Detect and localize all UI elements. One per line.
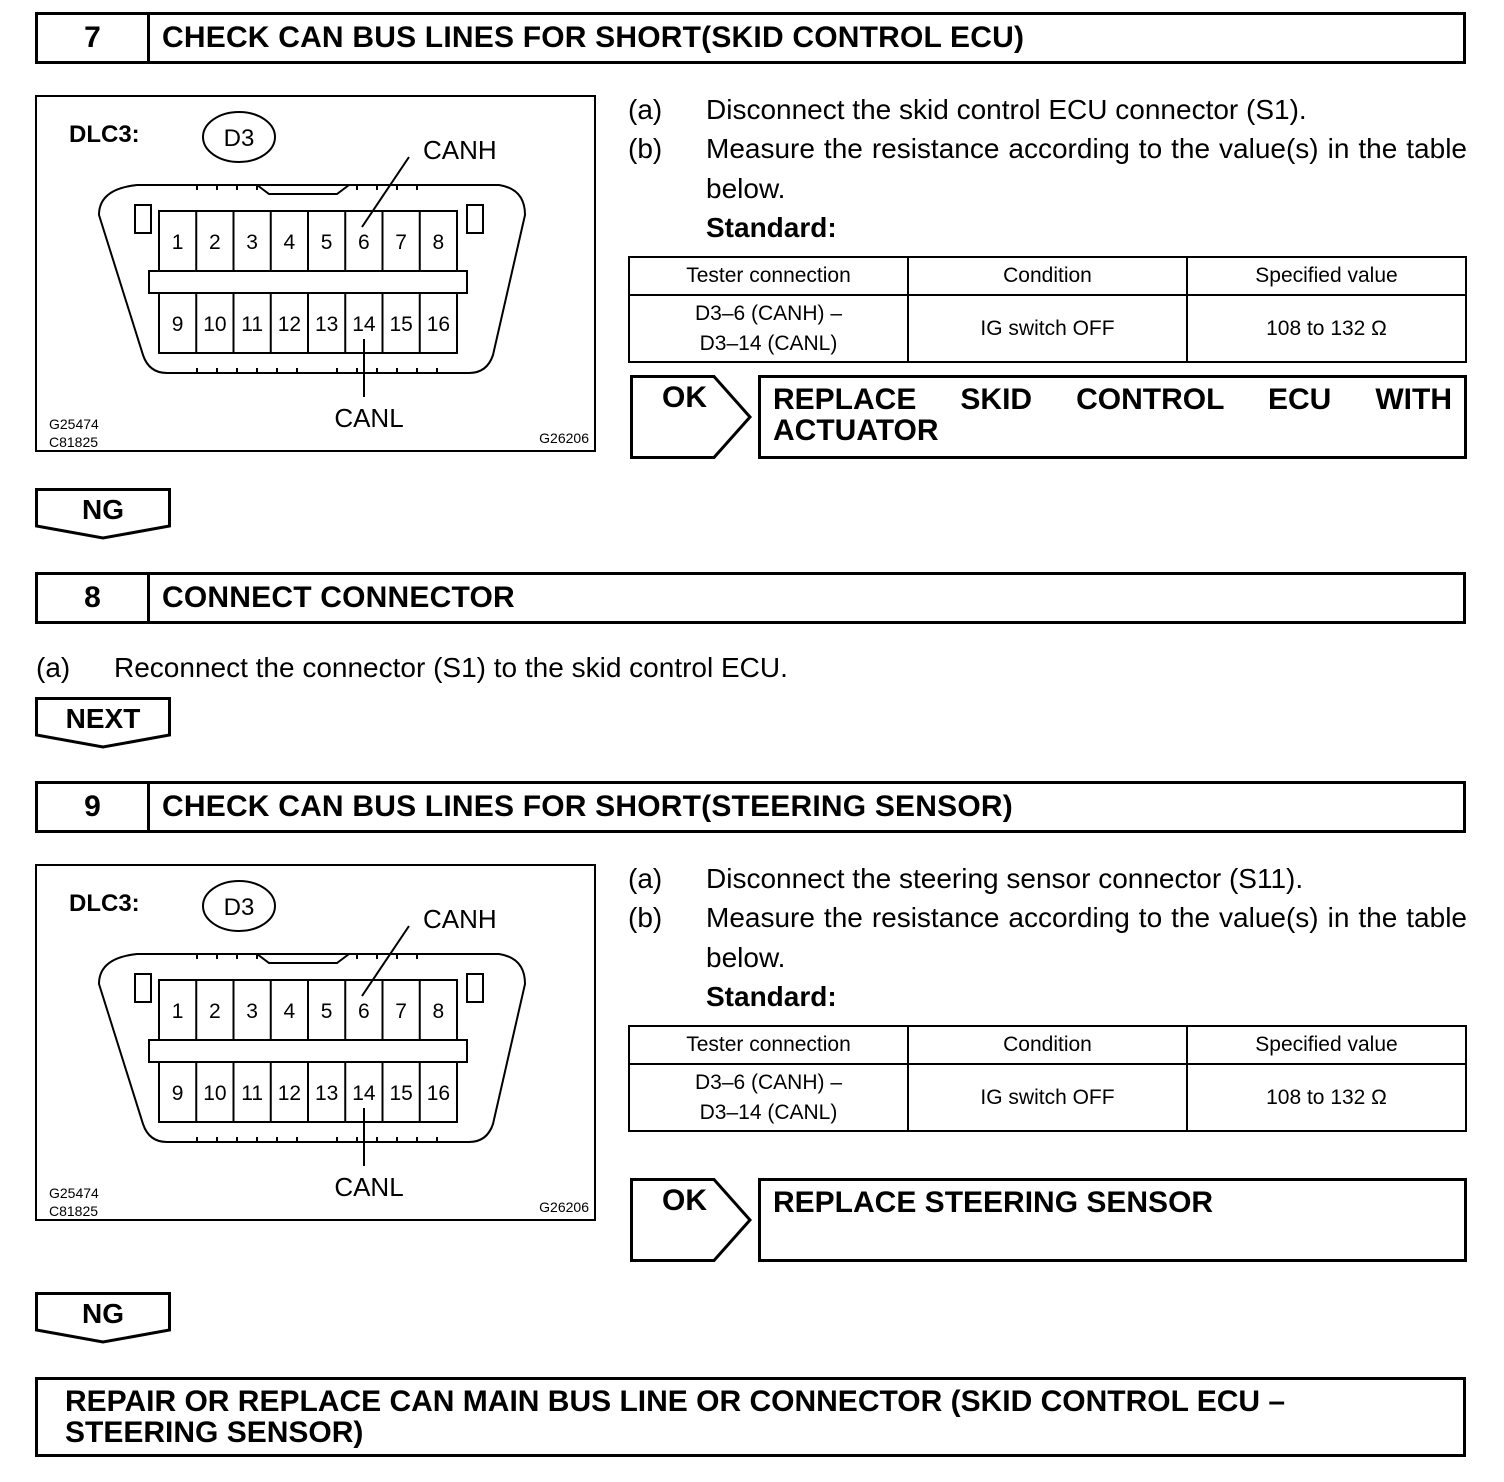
pin-number: 10 [203,313,227,336]
final-action-box: REPAIR OR REPLACE CAN MAIN BUS LINE OR CONNECTOR (SKID CONTROL ECU – STEERING SENSOR) [35,1377,1466,1457]
canl-label: CANL [334,1172,404,1202]
pin-number: 7 [395,1000,407,1023]
pin-number: 16 [426,313,451,336]
pin-number: 5 [320,1000,333,1023]
table-header: Tester connection [629,1026,908,1064]
step-title: CONNECT CONNECTOR [162,581,515,614]
center-bar [149,271,467,293]
left-latch [135,205,151,233]
pin-number: 15 [389,1082,413,1105]
instruction-text: Disconnect the steering sensor connector (S11). [706,863,1304,894]
canh-leader-line [362,926,409,996]
pin-number: 9 [171,313,184,336]
step-7-ok-branch [630,375,1467,459]
connector-tag: D3 [223,125,255,152]
step-number: 7 [38,15,150,61]
right-latch [467,205,483,233]
step-8-instructions [36,648,1036,690]
figure-ref-3: G26206 [539,1199,589,1215]
pin-number: 9 [171,1082,184,1105]
step-9-ok-branch [630,1178,1467,1262]
left-latch [135,974,151,1002]
ok-label: OK [662,381,707,414]
table-cell-connection [629,295,908,362]
pin-number: 13 [314,1082,339,1105]
figure-ref-2: C81825 [49,434,99,450]
ok-result: REPLACE SKID CONTROL ECU WITH ACTUATOR [758,375,1467,459]
pin-number: 14 [352,313,376,336]
instruction-text: Reconnect the connector (S1) to the skid control ECU. [114,652,788,683]
ng-label: NG [82,1298,124,1329]
pin-number: 4 [283,231,296,254]
table-row [629,1064,1466,1131]
canh-label: CANH [423,135,497,165]
table-cell-value: 108 to 132 Ω [1187,295,1466,362]
figure-ref-3: G26206 [539,430,589,446]
step-7-instructions [628,90,1467,250]
connector-tag: D3 [223,894,255,921]
connection-line-1: D3–6 (CANH) – [694,1070,843,1094]
figure-ref-1: G25474 [49,416,99,432]
instruction-label: (b) [628,902,663,933]
standard-label: Standard: [706,981,837,1012]
pin-number: 12 [277,1082,302,1105]
center-bar [149,1040,467,1062]
table-cell-connection [629,1064,908,1131]
connection-line-2: D3–14 (CANL) [699,1100,838,1124]
step-8-next-tag [35,697,171,749]
step-title: CHECK CAN BUS LINES FOR SHORT(STEERING SENSOR) [162,790,1013,823]
instruction-text: Measure the resistance according to the value(s) in the table below. [706,133,1467,204]
table-row [629,295,1466,362]
step-9-spec-table [628,1025,1467,1132]
instruction-text: Measure the resistance according to the value(s) in the table below. [706,902,1467,973]
dlc3-connector-diagram [37,97,598,454]
connector-housing [99,185,525,373]
instruction-label: (b) [628,133,663,164]
connection-line-2: D3–14 (CANL) [699,331,838,355]
pin-number: 14 [352,1082,376,1105]
pin-number: 3 [246,1000,258,1023]
pin-number: 13 [314,313,339,336]
top-pins [172,980,444,1040]
pin-number: 4 [283,1000,296,1023]
standard-label: Standard: [706,212,837,243]
connector-housing [99,954,525,1142]
dlc3-connector-diagram [37,866,598,1223]
step-title: CHECK CAN BUS LINES FOR SHORT(SKID CONTROL ECU) [162,21,1025,54]
pin-number: 6 [358,231,370,254]
pin-number: 2 [209,1000,221,1023]
pin-number: 12 [277,313,302,336]
table-cell-value: 108 to 132 Ω [1187,1064,1466,1131]
table-header: Specified value [1187,1026,1466,1064]
ok-result: REPLACE STEERING SENSOR [758,1178,1467,1262]
pin-number: 11 [241,313,264,336]
next-label: NEXT [65,703,141,734]
pin-number: 7 [395,231,407,254]
step-8-header [35,572,1466,624]
pin-number: 8 [432,231,445,254]
pin-number: 1 [171,1000,184,1023]
canl-label: CANL [334,403,404,433]
dlc3-connector-figure [35,864,596,1221]
instruction-label: (a) [628,94,663,125]
bottom-pins [172,1062,450,1122]
figure-ref-2: C81825 [49,1203,99,1219]
table-cell-condition: IG switch OFF [908,295,1187,362]
pin-number: 3 [246,231,258,254]
dlc-label: DLC3: [69,121,140,148]
table-header: Tester connection [629,257,908,295]
canh-leader-line [362,157,409,227]
table-header: Specified value [1187,257,1466,295]
table-header: Condition [908,1026,1187,1064]
right-latch [467,974,483,1002]
dlc-label: DLC3: [69,890,140,917]
pin-number: 11 [241,1082,264,1105]
table-header: Condition [908,257,1187,295]
step-9-ng-tag [35,1292,171,1344]
canh-label: CANH [423,904,497,934]
pin-number: 15 [389,313,413,336]
pin-number: 6 [358,1000,370,1023]
step-9-header [35,781,1466,833]
pin-number: 16 [426,1082,451,1105]
step-9-instructions [628,859,1467,1019]
bottom-pins [172,293,450,353]
top-pins [172,211,444,271]
dlc3-connector-figure [35,95,596,452]
connection-line-1: D3–6 (CANH) – [694,301,843,325]
step-number: 9 [38,784,150,830]
pin-number: 1 [171,231,184,254]
ok-label: OK [662,1184,707,1217]
figure-ref-1: G25474 [49,1185,99,1201]
instruction-text: Disconnect the skid control ECU connector (S1). [706,94,1307,125]
step-7-spec-table [628,256,1467,363]
step-number: 8 [38,575,150,621]
pin-number: 5 [320,231,333,254]
table-cell-condition: IG switch OFF [908,1064,1187,1131]
ng-label: NG [82,494,124,525]
pin-number: 10 [203,1082,227,1105]
table-header-row [629,1026,1466,1064]
step-7-header [35,12,1466,64]
instruction-label: (a) [628,863,663,894]
table-header-row [629,257,1466,295]
pin-number: 2 [209,231,221,254]
step-7-ng-tag [35,488,171,540]
pin-number: 8 [432,1000,445,1023]
instruction-label: (a) [36,652,71,683]
